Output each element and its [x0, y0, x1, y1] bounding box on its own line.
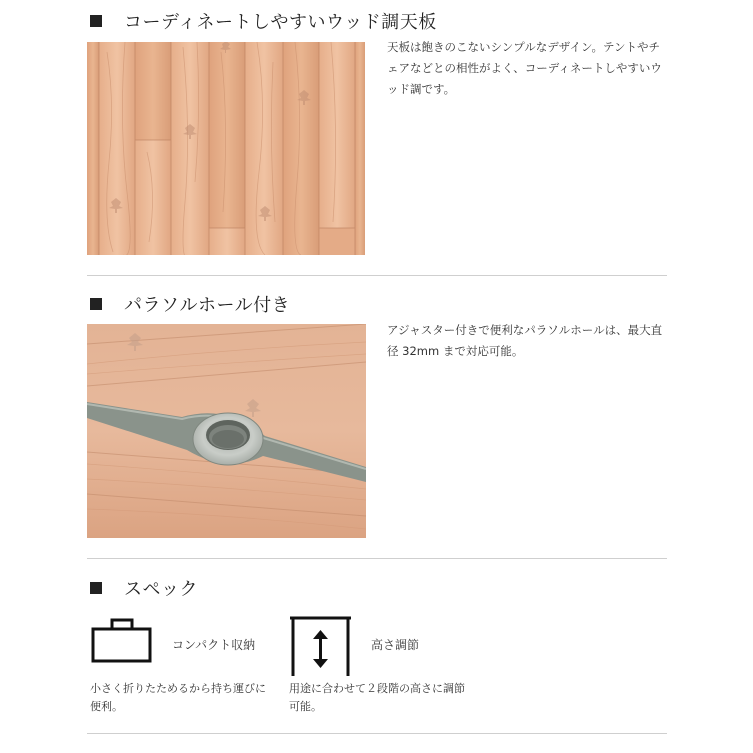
section-heading-wood: [90, 8, 437, 34]
heading-square-bullet: [90, 582, 102, 594]
spec-description-height: 用途に合わせて２段階の高さに調節可能。: [289, 682, 465, 713]
section-heading-parasol: [90, 291, 290, 317]
wood-grain-image: [87, 42, 365, 255]
wood-description: 天板は飽きのこないシンプルなデザイン。テントやチェアなどとの相性がよく、コーディネートしやすいウッド調です。: [387, 40, 662, 96]
heading-text: スペック: [124, 579, 198, 600]
parasol-hole-image: [87, 324, 366, 538]
heading-text: コーディネートしやすいウッド調天板: [124, 12, 437, 33]
spec-label-height: 高さ調節: [371, 638, 420, 652]
divider-2: [87, 558, 667, 559]
bag-icon: [90, 616, 154, 664]
spec-description-compact: 小さく折りたためるから持ち運びに便利。: [90, 682, 266, 713]
heading-square-bullet: [90, 298, 102, 310]
spec-label-compact: コンパクト収納: [172, 638, 256, 652]
heading-square-bullet: [90, 15, 102, 27]
divider-3: [87, 733, 667, 734]
height-adjust-icon: [289, 614, 353, 676]
heading-text: パラソルホール付き: [124, 295, 291, 316]
parasol-description: アジャスター付きで便利なパラソルホールは、最大直径 32mm まで対応可能。: [387, 323, 663, 358]
parasol-hole-photo: [87, 324, 366, 538]
divider-1: [87, 275, 667, 276]
wood-tabletop-photo: [87, 42, 365, 255]
section-heading-spec: [90, 575, 198, 601]
